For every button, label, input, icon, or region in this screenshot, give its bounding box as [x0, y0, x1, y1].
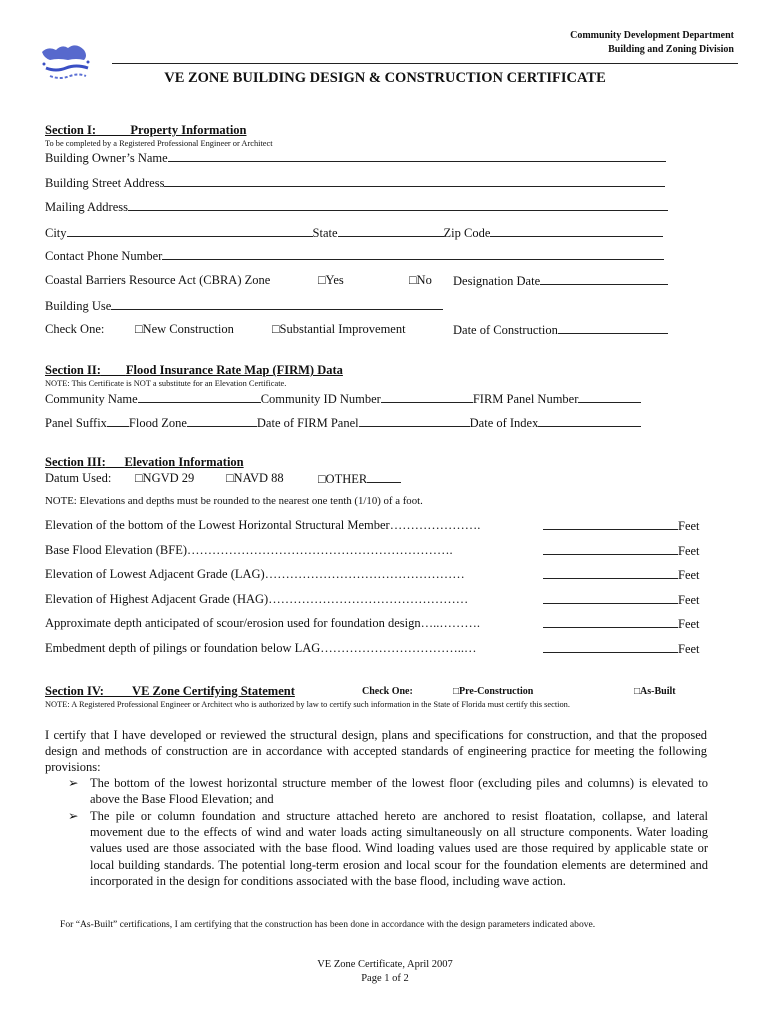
- provision-1-text: The bottom of the lowest horizontal structure member of the lowest floor (excluding piles and columns) is elevated to above the Base Flood Elevation; and: [90, 776, 708, 807]
- zip-label: Zip Code: [443, 226, 491, 240]
- date-firm-field[interactable]: [359, 415, 470, 427]
- phone-field[interactable]: [162, 248, 664, 260]
- elevation-value-group: [543, 543, 700, 559]
- elevation-value-group: [543, 641, 700, 657]
- elevation-label: Embedment depth of pilings or foundation below LAG……………………………..…: [45, 641, 477, 655]
- footer-version: VE Zone Certificate, April 2007: [317, 959, 453, 970]
- state-field[interactable]: [338, 225, 444, 237]
- check-one-label: Check One:: [45, 322, 105, 336]
- street-address-label: Building Street Address: [45, 176, 165, 190]
- unit-label: Feet: [678, 592, 700, 607]
- unit-label: Feet: [678, 568, 700, 583]
- elevation-row: [45, 616, 707, 631]
- section-2-heading: [45, 363, 343, 378]
- state-label: State: [312, 226, 338, 240]
- owner-name-row: [45, 150, 666, 166]
- city-label: City: [45, 226, 67, 240]
- panel-suffix-label: Panel Suffix: [45, 416, 107, 430]
- elevation-label: Elevation of Lowest Adjacent Grade (LAG)…………………………………………: [45, 567, 465, 582]
- section-3-note: NOTE: Elevations and depths must be rounded to the nearest one tenth (1/10) of a foot.: [45, 495, 423, 507]
- elevation-label: Base Flood Elevation (BFE)……………………………………………………….: [45, 542, 453, 557]
- datum-label: Datum Used:: [45, 471, 112, 485]
- section-4-note: NOTE: A Registered Professional Engineer or Architect who is authorized by law to certify such information in the State of Florida must certify this section.: [45, 700, 570, 709]
- unit-label: Feet: [678, 642, 700, 656]
- section-1-title: Property Information: [130, 123, 247, 137]
- new-construction-checkbox[interactable]: □New Construction: [135, 322, 234, 336]
- provision-1: [68, 775, 708, 807]
- community-name-field[interactable]: [138, 391, 261, 403]
- flood-zone-field[interactable]: [187, 415, 257, 427]
- section-4-heading: [45, 684, 295, 699]
- elevation-value-group: [543, 518, 700, 534]
- flood-zone-label: Flood Zone: [128, 416, 187, 430]
- section-2-label: Section II:: [45, 363, 101, 377]
- provision-2-text: The pile or column foundation and structure attached hereto are anchored to resist floatation, collapse, and lateral movement due to the effects of wind and water loads acting simultaneously on all structure components. Water loading values used are those associated with the base flood. Wind loading values used are those required by applicable state or local building standards. The potential long-term erosion and local scour for the foundation elements are determined and incorporated in the design for conditions associated with the base flood, including wave action.: [90, 809, 708, 888]
- as-built-checkbox[interactable]: □As-Built: [634, 686, 676, 697]
- department-name: Community Development Department: [570, 30, 734, 41]
- zip-field[interactable]: [490, 225, 663, 237]
- header-divider: [112, 63, 738, 64]
- division-name: Building and Zoning Division: [608, 44, 734, 55]
- community-id-label: Community ID Number: [260, 392, 381, 406]
- section-2-note: NOTE: This Certificate is NOT a substitute for an Elevation Certificate.: [45, 379, 287, 388]
- other-datum: [318, 471, 401, 487]
- firm-panel-label: FIRM Panel Number: [472, 392, 579, 406]
- building-use-label: Building Use: [45, 299, 112, 313]
- cbra-yes-checkbox[interactable]: □Yes: [318, 273, 344, 287]
- date-construction-label: Date of Construction: [453, 323, 558, 337]
- phone-label: Contact Phone Number: [45, 249, 163, 263]
- ngvd-checkbox[interactable]: □NGVD 29: [135, 471, 195, 485]
- firm-panel-field[interactable]: [578, 391, 641, 403]
- unit-label: Feet: [678, 617, 700, 632]
- section-4-check-one: Check One:: [362, 686, 413, 697]
- section-1-heading: [45, 123, 247, 138]
- provision-2: [68, 808, 708, 889]
- pre-construction-checkbox[interactable]: □Pre-Construction: [453, 686, 534, 697]
- elevation-row: [45, 567, 707, 582]
- community-name-label: Community Name: [45, 392, 138, 406]
- mailing-address-field[interactable]: [128, 199, 668, 211]
- date-construction-field[interactable]: [558, 322, 668, 334]
- date-firm-label: Date of FIRM Panel: [256, 416, 359, 430]
- elevation-value-field[interactable]: [543, 641, 678, 653]
- elevation-row: [45, 592, 707, 607]
- panel-suffix-field[interactable]: [107, 415, 129, 427]
- footer: [0, 958, 770, 986]
- elevation-value-group: [543, 592, 700, 608]
- section-4-label: Section IV:: [45, 684, 104, 698]
- unit-label: Feet: [678, 519, 700, 533]
- date-index-label: Date of Index: [469, 416, 539, 430]
- arrow-bullet-icon: ➢: [68, 809, 79, 823]
- phone-row: [45, 248, 664, 264]
- firm-row-2: [45, 415, 641, 431]
- section-3-label: Section III:: [45, 455, 106, 469]
- street-address-field[interactable]: [164, 175, 665, 187]
- mailing-address-label: Mailing Address: [45, 200, 128, 214]
- date-construction-row: [453, 322, 668, 338]
- department-header: [570, 29, 734, 57]
- unit-label: Feet: [678, 543, 700, 558]
- elevation-value-field[interactable]: [543, 567, 678, 579]
- cbra-label: Coastal Barriers Resource Act (CBRA) Zone: [45, 273, 271, 287]
- navd-checkbox[interactable]: □NAVD 88: [226, 471, 284, 485]
- elevation-value-field[interactable]: [543, 518, 678, 530]
- owner-name-field[interactable]: [168, 150, 666, 162]
- section-3-heading: [45, 455, 244, 470]
- section-2-title: Flood Insurance Rate Map (FIRM) Data: [125, 363, 343, 377]
- elevation-value-group: [543, 567, 700, 583]
- mailing-address-row: [45, 199, 668, 215]
- cbra-no-checkbox[interactable]: □No: [409, 273, 432, 287]
- date-index-field[interactable]: [538, 415, 641, 427]
- city-state-zip-row: [45, 225, 663, 241]
- as-built-note: For “As-Built” certifications, I am certifying that the construction has been done in accordance with the design parameters indicated above.: [60, 919, 596, 930]
- other-datum-field[interactable]: [367, 471, 401, 483]
- arrow-bullet-icon: ➢: [68, 776, 79, 790]
- elevation-row: [45, 518, 707, 533]
- section-1-note: To be completed by a Registered Professional Engineer or Architect: [45, 139, 273, 148]
- section-4-title: VE Zone Certifying Statement: [132, 684, 295, 698]
- elevation-value-field[interactable]: [543, 592, 678, 604]
- building-use-row: [45, 298, 443, 314]
- street-address-row: [45, 175, 665, 191]
- elevation-label: Elevation of Highest Adjacent Grade (HAG)…………………………………………: [45, 591, 469, 606]
- community-id-field[interactable]: [381, 391, 473, 403]
- elevation-label: Elevation of the bottom of the Lowest Horizontal Structural Member………………….: [45, 518, 481, 532]
- elevation-value-group: [543, 616, 700, 632]
- page-title: VE ZONE BUILDING DESIGN & CONSTRUCTION CERTIFICATE: [164, 70, 606, 86]
- certification-statement: I certify that I have developed or reviewed the structural design, plans and specifications for construction, and that the proposed design and methods of construction are in accordance with accepted standards of engineering practice for meeting the following provisions:: [45, 728, 707, 775]
- firm-row-1: [45, 391, 641, 407]
- elevation-value-field[interactable]: [543, 543, 678, 555]
- designation-date-field[interactable]: [540, 273, 668, 285]
- page-number: Page 1 of 2: [361, 973, 409, 984]
- elevation-label: Approximate depth anticipated of scour/erosion used for foundation design…..……….: [45, 616, 480, 631]
- elevation-row: [45, 543, 707, 558]
- designation-date-row: [453, 273, 668, 289]
- section-3-title: Elevation Information: [124, 455, 244, 469]
- substantial-improvement-checkbox[interactable]: □Substantial Improvement: [272, 322, 406, 336]
- section-1-label: Section I:: [45, 123, 97, 137]
- city-field[interactable]: [67, 225, 313, 237]
- owner-name-label: Building Owner’s Name: [45, 151, 168, 165]
- designation-date-label: Designation Date: [453, 274, 541, 288]
- cbra-row: [45, 273, 270, 288]
- building-use-field[interactable]: [111, 298, 443, 310]
- elevation-value-field[interactable]: [543, 616, 678, 628]
- elevation-row: [45, 641, 707, 656]
- other-checkbox[interactable]: □OTHER: [318, 472, 368, 486]
